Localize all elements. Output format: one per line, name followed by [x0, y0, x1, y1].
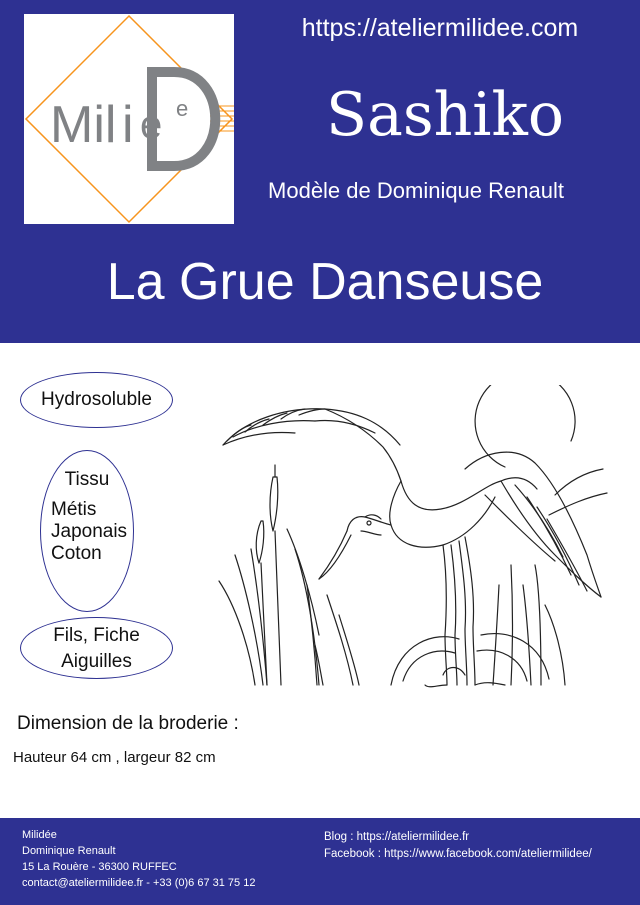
fils-badge [20, 617, 173, 679]
logo-text-mil: Mil [50, 96, 117, 154]
hydrosoluble-label: Hydrosoluble [41, 389, 152, 410]
fils-line: Fils, Fiche [53, 625, 140, 646]
dimension-label: Dimension de la broderie : [17, 713, 239, 734]
tissu-list [51, 499, 127, 565]
footer-company: Milidée [22, 829, 57, 841]
brand-title: Sashiko [326, 80, 564, 150]
logo-text-e-accent: é [140, 103, 163, 147]
website-url: https://ateliermilidee.com [301, 14, 579, 42]
footer-address: 15 La Rouère - 36300 RUFFEC [22, 861, 177, 873]
footer-blog-link[interactable]: Blog : https://ateliermilidee.fr [324, 831, 470, 843]
footer-name: Dominique Renault [22, 845, 116, 857]
tissu-item-metis: Métis [51, 499, 97, 520]
footer [0, 818, 640, 905]
tissu-badge [40, 450, 134, 612]
milidee-logo-icon [24, 14, 234, 224]
footer-facebook-link[interactable]: Facebook : https://www.facebook.com/ateliermilidee/ [324, 848, 592, 860]
header-banner [0, 0, 640, 343]
dimension-value: Hauteur 64 cm , largeur 82 cm [13, 749, 216, 766]
crane-embroidery-pattern-icon [215, 385, 615, 695]
footer-contact [22, 827, 255, 891]
logo-text-e: e [176, 96, 189, 121]
aiguilles-line: Aiguilles [61, 651, 132, 672]
tissu-item-japonais: Japonais [51, 521, 128, 542]
hydrosoluble-badge [20, 372, 173, 428]
logo-text-i: i [122, 96, 134, 154]
author-line: Modèle de Dominique Renault [268, 178, 564, 203]
page-title: La Grue Danseuse [106, 253, 544, 311]
logo [24, 14, 234, 224]
footer-email-phone: contact@ateliermilidee.fr - +33 (0)6 67 31 75 12 [22, 877, 256, 889]
footer-links [324, 829, 592, 863]
tissu-title: Tissu [64, 469, 110, 490]
tissu-item-coton: Coton [51, 543, 102, 564]
